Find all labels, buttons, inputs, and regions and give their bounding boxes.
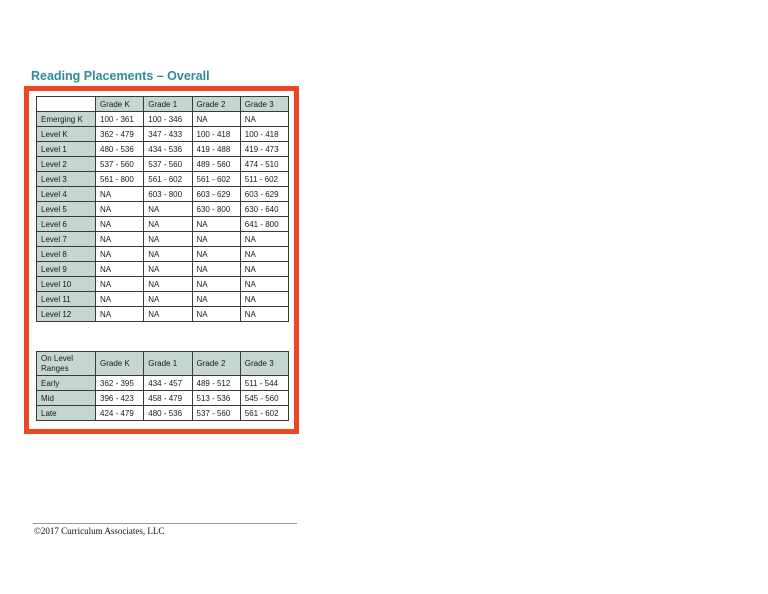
table-cell: NA (144, 292, 192, 307)
column-header: Grade 1 (144, 97, 192, 112)
table-cell: NA (96, 232, 144, 247)
table-row (37, 277, 289, 292)
row-label: Mid (37, 391, 96, 406)
table-cell: 489 - 512 (192, 376, 240, 391)
table-cell: NA (144, 262, 192, 277)
table-row (37, 307, 289, 322)
table-cell: 537 - 560 (144, 157, 192, 172)
table-cell: NA (96, 307, 144, 322)
column-header: Grade 3 (240, 352, 288, 376)
table-cell: 489 - 560 (192, 157, 240, 172)
table-cell: NA (240, 292, 288, 307)
row-label: Emerging K (37, 112, 96, 127)
table-cell: NA (240, 307, 288, 322)
table-cell: 630 - 800 (192, 202, 240, 217)
row-label: Late (37, 406, 96, 421)
table-cell: 434 - 536 (144, 142, 192, 157)
table-cell: NA (96, 292, 144, 307)
table-cell: 561 - 800 (96, 172, 144, 187)
column-header: Grade 3 (240, 97, 288, 112)
table-row (37, 202, 289, 217)
table-cell: 458 - 479 (144, 391, 192, 406)
table-cell: NA (192, 247, 240, 262)
table-cell: NA (96, 217, 144, 232)
placement-tables-frame (24, 86, 299, 434)
table-cell: NA (96, 187, 144, 202)
table-cell: 362 - 479 (96, 127, 144, 142)
table-row (37, 187, 289, 202)
table-cell: 545 - 560 (240, 391, 288, 406)
corner-cell (37, 97, 96, 112)
page-title: Reading Placements – Overall (31, 69, 210, 83)
row-label: Level 6 (37, 217, 96, 232)
table-cell: NA (144, 277, 192, 292)
table-cell: NA (240, 277, 288, 292)
corner-cell: On Level Ranges (37, 352, 96, 376)
row-label: Level 7 (37, 232, 96, 247)
table-cell: 561 - 602 (240, 406, 288, 421)
row-label: Level 1 (37, 142, 96, 157)
on-level-ranges-table (36, 351, 289, 421)
row-label: Level 8 (37, 247, 96, 262)
row-label: Level 10 (37, 277, 96, 292)
table-cell: 561 - 602 (192, 172, 240, 187)
table-cell: NA (240, 247, 288, 262)
row-label: Level 12 (37, 307, 96, 322)
table-row (37, 247, 289, 262)
table-cell: 424 - 479 (96, 406, 144, 421)
column-header: Grade 2 (192, 352, 240, 376)
row-label: Early (37, 376, 96, 391)
table-row (37, 391, 289, 406)
table-cell: NA (144, 217, 192, 232)
table-cell: NA (144, 307, 192, 322)
table-cell: 603 - 629 (240, 187, 288, 202)
table-cell: 603 - 800 (144, 187, 192, 202)
table-row (37, 406, 289, 421)
table-cell: NA (240, 112, 288, 127)
table-cell: NA (240, 232, 288, 247)
table-cell: NA (192, 112, 240, 127)
table-cell: NA (96, 247, 144, 262)
table-cell: 100 - 346 (144, 112, 192, 127)
column-header: Grade 2 (192, 97, 240, 112)
table-row (37, 112, 289, 127)
table-row (37, 262, 289, 277)
column-header: Grade 1 (144, 352, 192, 376)
table-cell: NA (144, 202, 192, 217)
table-cell: 511 - 544 (240, 376, 288, 391)
table-cell: 537 - 560 (192, 406, 240, 421)
table-cell: NA (192, 277, 240, 292)
table-cell: 480 - 536 (144, 406, 192, 421)
table-cell: 641 - 800 (240, 217, 288, 232)
table-cell: 630 - 640 (240, 202, 288, 217)
row-label: Level 4 (37, 187, 96, 202)
table-cell: NA (192, 292, 240, 307)
reading-placements-table (36, 96, 289, 322)
column-header: Grade K (96, 352, 144, 376)
table-cell: 100 - 418 (240, 127, 288, 142)
table-row (37, 127, 289, 142)
table-cell: NA (96, 277, 144, 292)
table-cell: 480 - 536 (96, 142, 144, 157)
table-row (37, 376, 289, 391)
table-cell: 434 - 457 (144, 376, 192, 391)
table-cell: NA (96, 262, 144, 277)
column-header: Grade K (96, 97, 144, 112)
row-label: Level 11 (37, 292, 96, 307)
table-row (37, 172, 289, 187)
table-cell: 419 - 488 (192, 142, 240, 157)
table-cell: 100 - 361 (96, 112, 144, 127)
table-cell: 537 - 560 (96, 157, 144, 172)
table-cell: NA (192, 217, 240, 232)
table-header-row (37, 97, 289, 112)
table-header-row (37, 352, 289, 376)
row-label: Level 9 (37, 262, 96, 277)
table-cell: NA (192, 232, 240, 247)
table-cell: 362 - 395 (96, 376, 144, 391)
table-cell: 474 - 510 (240, 157, 288, 172)
table-cell: NA (240, 262, 288, 277)
table-cell: 511 - 602 (240, 172, 288, 187)
table-cell: NA (144, 232, 192, 247)
table-cell: NA (192, 307, 240, 322)
table-cell: NA (192, 262, 240, 277)
table-cell: 396 - 423 (96, 391, 144, 406)
table-cell: 561 - 602 (144, 172, 192, 187)
table-cell: 347 - 433 (144, 127, 192, 142)
row-label: Level K (37, 127, 96, 142)
copyright-footer: ©2017 Curriculum Associates, LLC (34, 526, 165, 536)
table-cell: NA (96, 202, 144, 217)
table-row (37, 142, 289, 157)
row-label: Level 3 (37, 172, 96, 187)
row-label: Level 2 (37, 157, 96, 172)
table-cell: 419 - 473 (240, 142, 288, 157)
table-cell: 513 - 536 (192, 391, 240, 406)
table-cell: 603 - 629 (192, 187, 240, 202)
table-cell: NA (144, 247, 192, 262)
footer-divider (33, 523, 297, 524)
table-row (37, 292, 289, 307)
table-row (37, 232, 289, 247)
table-cell: 100 - 418 (192, 127, 240, 142)
table-row (37, 217, 289, 232)
table-row (37, 157, 289, 172)
row-label: Level 5 (37, 202, 96, 217)
